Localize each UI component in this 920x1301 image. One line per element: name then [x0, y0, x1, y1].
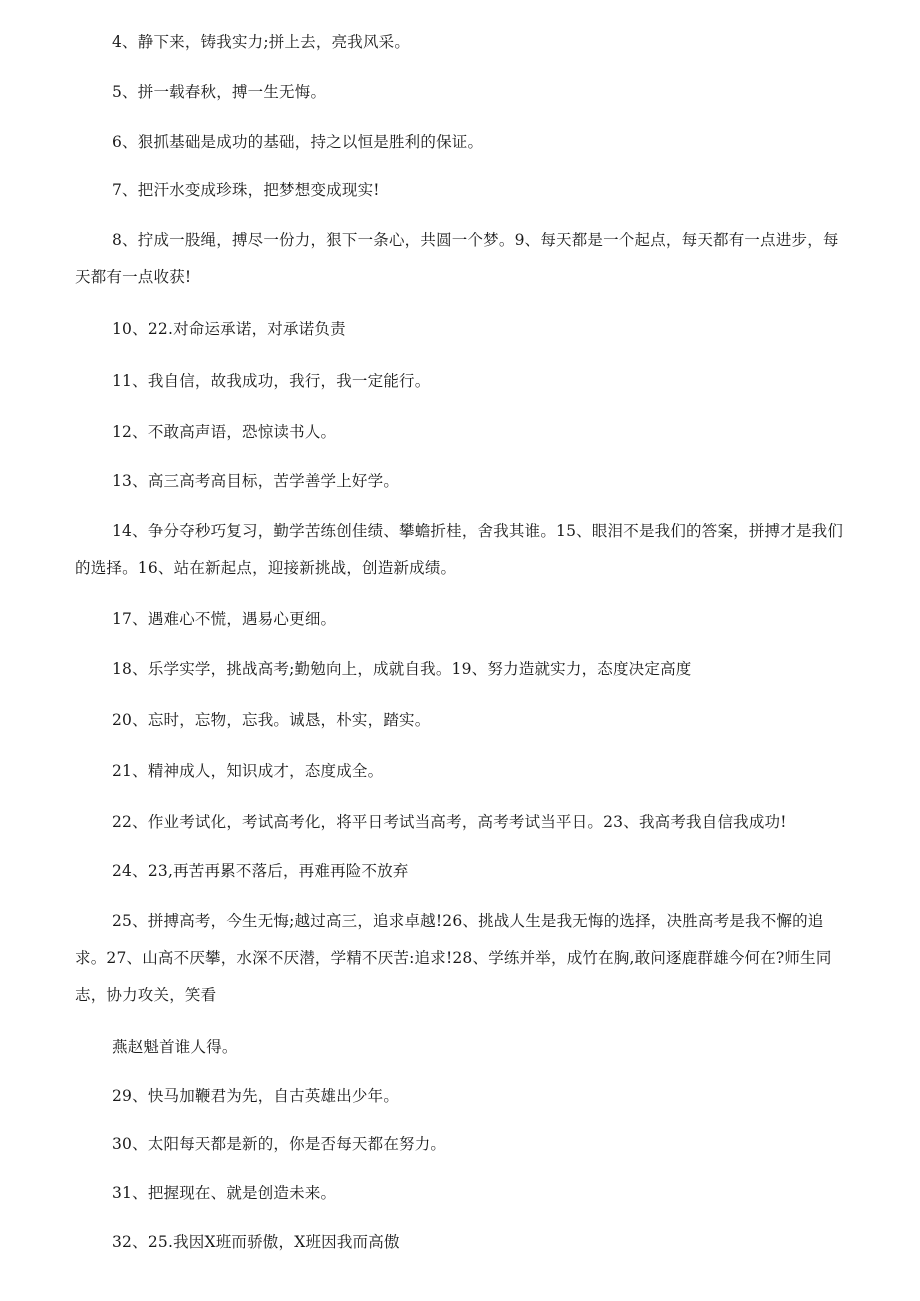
- paragraph-21: 21、精神成人，知识成才，态度成全。: [112, 762, 384, 780]
- paragraph-30: 30、太阳每天都是新的，你是否每天都在努力。: [112, 1135, 447, 1153]
- paragraph-13: 13、高三高考高目标，苦学善学上好学。: [112, 472, 400, 490]
- paragraph-6: 6、狠抓基础是成功的基础，持之以恒是胜利的保证。: [112, 133, 484, 151]
- paragraph-32: 32、25.我因X班而骄傲，X班因我而高傲: [112, 1233, 400, 1251]
- paragraph-14-16: 14、争分夺秒巧复习，勤学苦练创佳绩、攀蟾折桂，舍我其谁。15、眼泪不是我们的答案，拼搏才是我们的选择。16、站在新起点，迎接新挑战，创造新成绩。: [75, 522, 844, 577]
- paragraph-20: 20、忘时，忘物，忘我。诚恳，朴实，踏实。: [112, 711, 431, 729]
- paragraph-10: 10、22.对命运承诺，对承诺负责: [112, 320, 346, 338]
- paragraph-5: 5、拼一载春秋，搏一生无悔。: [112, 83, 327, 101]
- paragraph-continuation: 燕赵魁首谁人得。: [112, 1038, 238, 1056]
- paragraph-31: 31、把握现在、就是创造未来。: [112, 1184, 337, 1202]
- paragraph-22-23: 22、作业考试化，考试高考化，将平日考试当高考，高考考试当平日。23、我高考我自信我成功!: [112, 813, 787, 831]
- paragraph-7: 7、把汗水变成珍珠，把梦想变成现实!: [112, 181, 380, 199]
- paragraph-18-19: 18、乐学实学，挑战高考;勤勉向上，成就自我。19、努力造就实力，态度决定高度: [112, 660, 692, 678]
- paragraph-17: 17、遇难心不慌，遇易心更细。: [112, 610, 337, 628]
- paragraph-25-28: 25、拼搏高考，今生无悔;越过高三，追求卓越!26、挑战人生是我无悔的选择，决胜高考是我不懈的追求。27、山高不厌攀，水深不厌潜，学精不厌苦:追求!28、学练并举，成竹在胸,敢问逐鹿群雄今何在?师生同志，协力攻关，笑看: [75, 912, 832, 1004]
- paragraph-12: 12、不敢高声语，恐惊读书人。: [112, 423, 337, 441]
- paragraph-4: 4、静下来，铸我实力;拼上去，亮我风采。: [112, 33, 411, 51]
- paragraph-11: 11、我自信，故我成功，我行，我一定能行。: [112, 372, 431, 390]
- paragraph-29: 29、快马加鞭君为先，自古英雄出少年。: [112, 1087, 400, 1105]
- paragraph-24: 24、23,再苦再累不落后，再难再险不放弃: [112, 862, 409, 880]
- paragraph-8-9: 8、拧成一股绳，搏尽一份力，狠下一条心，共圆一个梦。9、每天都是一个起点，每天都有一点进步，每天都有一点收获!: [75, 231, 839, 286]
